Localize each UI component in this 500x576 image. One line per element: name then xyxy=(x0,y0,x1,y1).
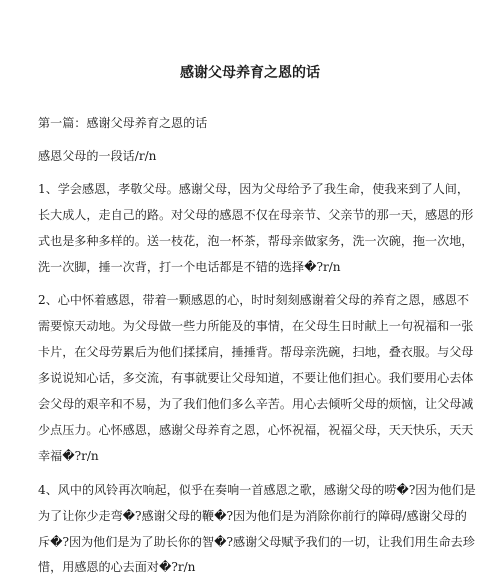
subheading: 感恩父母的一段话/r/n xyxy=(38,149,157,163)
paragraph-line: 1、学会感恩，孝敬父母。感谢父母，因为父母给予了我生命，使我来到了人间， xyxy=(38,182,469,196)
paragraph-line: 斥�?因为他们是为了助长你的智�?感谢父母赋予我们的一切，让我们用生命去珍 xyxy=(38,535,475,549)
paragraph-line: 长大成人，走自己的路。对父母的感恩不仅在母亲节、父亲节的那一天，感恩的形 xyxy=(38,208,474,222)
paragraph-line: 会父母的艰辛和不易，为了我们他们多么辛苦。用心去倾听父母的烦恼，让父母减 xyxy=(38,397,474,411)
document-title: 感谢父母养育之恩的话 xyxy=(180,65,320,81)
paragraph-line: 惜，用感恩的心去面对�?r/n xyxy=(38,560,196,574)
paragraph-line: 少点压力。心怀感恩，感谢父母养育之恩，心怀祝福，祝福父母，天天快乐，天天 xyxy=(38,423,474,437)
paragraph-line: 幸福�?r/n xyxy=(38,449,99,463)
paragraph-line: 卡片，在父母劳累后为他们揉揉肩，捶捶背。帮母亲洗碗，扫地，叠衣服。与父母 xyxy=(38,345,474,359)
paragraph-line: 洗一次脚，捶一次背，打一个电话都是不错的选择�?r/n xyxy=(38,260,341,274)
section-heading: 第一篇：感谢父母养育之恩的话 xyxy=(38,116,208,130)
paragraph-line: 4、风中的风铃再次响起，似乎在奏响一首感恩之歌，感谢父母的唠�?因为他们是 xyxy=(38,483,476,497)
paragraph-line: 2、心中怀着感恩，带着一颗感恩的心，时时刻刻感谢着父母的养育之恩，感恩不 xyxy=(38,293,469,307)
paragraph-line: 需要惊天动地。为父母做一些力所能及的事情，在父母生日时献上一句祝福和一张 xyxy=(38,319,474,333)
paragraph-line: 式也是多种多样的。送一枝花，泡一杯茶，帮母亲做家务，洗一次碗，拖一次地， xyxy=(38,234,474,248)
paragraph-line: 为了让你少走弯�?感谢父母的鞭�?因为他们是为消除你前行的障碍/感谢父母的 xyxy=(38,509,467,523)
paragraph-line: 多说说知心话，多交流，有事就要让父母知道，不要让他们担心。我们要用心去体 xyxy=(38,371,474,385)
